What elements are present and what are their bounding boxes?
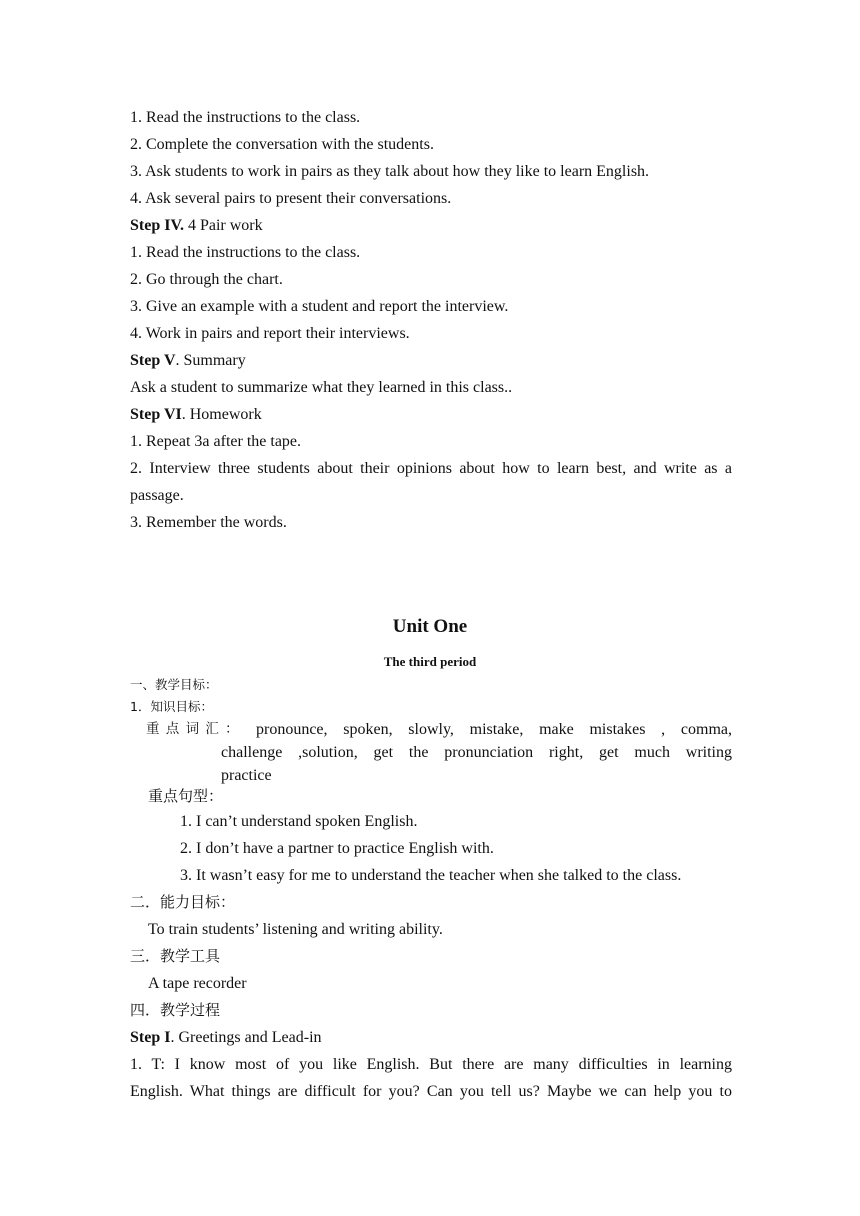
text-line: 2. Complete the conversation with the students. <box>130 136 434 153</box>
document-top-section <box>130 104 732 536</box>
sentence-list <box>180 808 740 889</box>
sentence-heading: 重点句型： <box>148 787 224 805</box>
text-line: passage. <box>130 487 184 504</box>
vocab-label: 重 点 词 汇 ： <box>146 721 240 737</box>
step-heading <box>130 212 732 239</box>
text-line: Ask a student to summarize what they learned in this class.. <box>130 379 513 396</box>
sentence-item: 2. I don’t have a partner to practice English with. <box>180 840 494 857</box>
step-title: . Summary <box>175 352 246 369</box>
step-label: Step IV. <box>130 217 184 234</box>
vocab-line: challenge ,solution, get the pronunciation right, get much writing <box>221 744 732 761</box>
text-line: 3. Remember the words. <box>130 514 287 531</box>
sentence-item: 1. I can’t understand spoken English. <box>180 813 418 830</box>
step-label: Step V <box>130 352 176 369</box>
process-heading: 四．教学过程 <box>130 1001 221 1019</box>
sentence-item: 3. It wasn’t easy for me to understand the teacher when she talked to the class. <box>180 867 682 884</box>
text-line: English. What things are difficult for you? Can you tell us? Maybe we can help you to <box>130 1083 732 1100</box>
step-title: . Greetings and Lead-in <box>170 1029 322 1046</box>
step-heading <box>130 401 732 428</box>
step-heading <box>130 1024 732 1051</box>
knowledge-heading: 1．知识目标： <box>130 699 213 714</box>
text-line: 4. Ask several pairs to present their conversations. <box>130 190 452 207</box>
text-line: 1. T: I know most of you like English. But there are many difficulties in learning <box>130 1056 732 1073</box>
ability-heading: 二．能力目标： <box>130 893 236 911</box>
text-line: 2. Go through the chart. <box>130 271 283 288</box>
objectives-heading: 一、教学目标： <box>130 677 218 692</box>
unit-title: Unit One <box>392 616 468 637</box>
text-line: 4. Work in pairs and report their interviews. <box>130 325 410 342</box>
step-title: 4 Pair work <box>183 217 263 234</box>
text-line: 3. Ask students to work in pairs as they talk about how they like to learn English. <box>130 163 650 180</box>
text-line: 1. Repeat 3a after the tape. <box>130 433 302 450</box>
step1-block <box>130 1024 732 1105</box>
text-line: 1. Read the instructions to the class. <box>130 244 361 261</box>
vocab-line: practice <box>221 767 272 784</box>
step-label: Step VI <box>130 406 182 423</box>
tools-heading: 三．教学工具 <box>130 947 221 965</box>
vocab-line: pronounce, spoken, slowly, mistake, make mistakes , comma, <box>256 721 732 738</box>
step-heading <box>130 347 732 374</box>
text-line: 1. Read the instructions to the class. <box>130 109 361 126</box>
step-label: Step I <box>130 1029 171 1046</box>
text-line: 2. Interview three students about their opinions about how to learn best, and write as a <box>130 460 732 477</box>
text-line: 3. Give an example with a student and report the interview. <box>130 298 509 315</box>
tools-text: A tape recorder <box>148 975 247 992</box>
step-title: . Homework <box>181 406 262 423</box>
period-title: The third period <box>383 654 477 669</box>
ability-text: To train students’ listening and writing ability. <box>148 921 443 938</box>
